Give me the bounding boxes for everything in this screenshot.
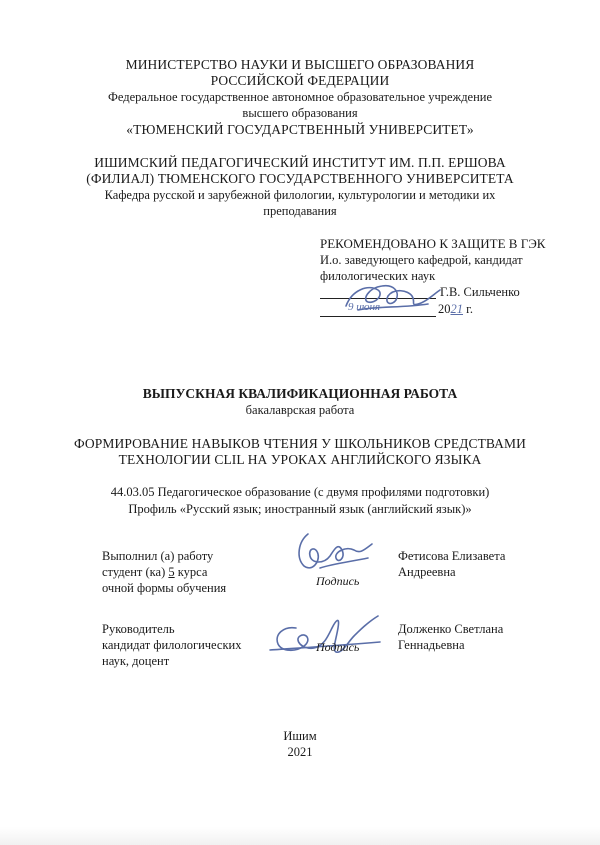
approval-role-line-1: И.о. заведующего кафедрой, кандидат: [320, 253, 523, 267]
page-bottom-shadow: [0, 827, 600, 845]
approval-date-suffix: г.: [466, 302, 473, 316]
footer-city: Ишим: [283, 729, 317, 743]
student-label-suffix: курса: [174, 565, 208, 579]
institute-line-2: (ФИЛИАЛ) ТЮМЕНСКОГО ГОСУДАРСТВЕННОГО УНИВЕРСИТЕТА: [86, 171, 514, 186]
supervisor-signature-image: [262, 606, 392, 664]
work-type: ВЫПУСКНАЯ КВАЛИФИКАЦИОННАЯ РАБОТА: [142, 386, 458, 401]
approval-date-year-handwritten: 21: [450, 302, 463, 316]
supervisor-signature-label: Подпись: [316, 640, 360, 654]
footer-year: 2021: [287, 745, 313, 759]
institution-line-1: Федеральное государственное автономное образовательное учреждение: [107, 90, 493, 104]
work-title-line-2: ТЕХНОЛОГИИ CLIL НА УРОКАХ АНГЛИЙСКОГО ЯЗЫКА: [118, 452, 482, 467]
approval-date-handwritten-day: 9 июня: [348, 301, 381, 313]
approval-signature-image: [338, 276, 448, 322]
student-label-line-2: [102, 565, 207, 580]
student-label-line-1: Выполнил (а) работу: [102, 549, 214, 563]
supervisor-label-line-1: Руководитель: [102, 622, 175, 636]
supervisor-label-line-3: наук, доцент: [102, 654, 170, 668]
approval-date-prefix: 20: [438, 302, 451, 316]
department-line-2: преподавания: [263, 204, 337, 218]
university-name: «ТЮМЕНСКИЙ ГОСУДАРСТВЕННЫЙ УНИВЕРСИТЕТ»: [126, 122, 474, 137]
program-code: 44.03.05 Педагогическое образование (с двумя профилями подготовки): [110, 485, 490, 499]
ministry-line-2: РОССИЙСКОЙ ФЕДЕРАЦИИ: [210, 73, 390, 88]
approval-name: Г.В. Сильченко: [440, 285, 520, 299]
student-course: 5: [168, 565, 175, 579]
approval-title: РЕКОМЕНДОВАНО К ЗАЩИТЕ В ГЭК: [320, 236, 546, 251]
department-line-1: Кафедра русской и зарубежной филологии, культурологии и методики их: [104, 188, 496, 202]
institution-line-2: высшего образования: [242, 106, 358, 120]
supervisor-name-line-2: Геннадьевна: [398, 638, 465, 652]
student-name-line-1: Фетисова Елизавета: [398, 549, 506, 563]
student-label-prefix: студент (ка): [102, 565, 169, 579]
student-label-line-3: очной формы обучения: [102, 581, 227, 595]
program-profile: Профиль «Русский язык; иностранный язык (английский язык)»: [128, 502, 472, 516]
institute-line-1: ИШИМСКИЙ ПЕДАГОГИЧЕСКИЙ ИНСТИТУТ ИМ. П.П. ЕРШОВА: [94, 155, 506, 170]
ministry-line-1: МИНИСТЕРСТВО НАУКИ И ВЫСШЕГО ОБРАЗОВАНИЯ: [125, 57, 475, 72]
work-subtype: бакалаврская работа: [245, 403, 355, 417]
supervisor-name-line-1: Долженко Светлана: [398, 622, 504, 636]
supervisor-label-line-2: кандидат филологических: [102, 638, 242, 652]
student-signature-label: Подпись: [316, 574, 360, 588]
student-signature-image: [290, 528, 380, 578]
work-title-line-1: ФОРМИРОВАНИЕ НАВЫКОВ ЧТЕНИЯ У ШКОЛЬНИКОВ СРЕДСТВАМИ: [74, 436, 526, 451]
approval-role-line-2: филологических наук: [320, 269, 436, 283]
student-name-line-2: Андреевна: [398, 565, 456, 579]
